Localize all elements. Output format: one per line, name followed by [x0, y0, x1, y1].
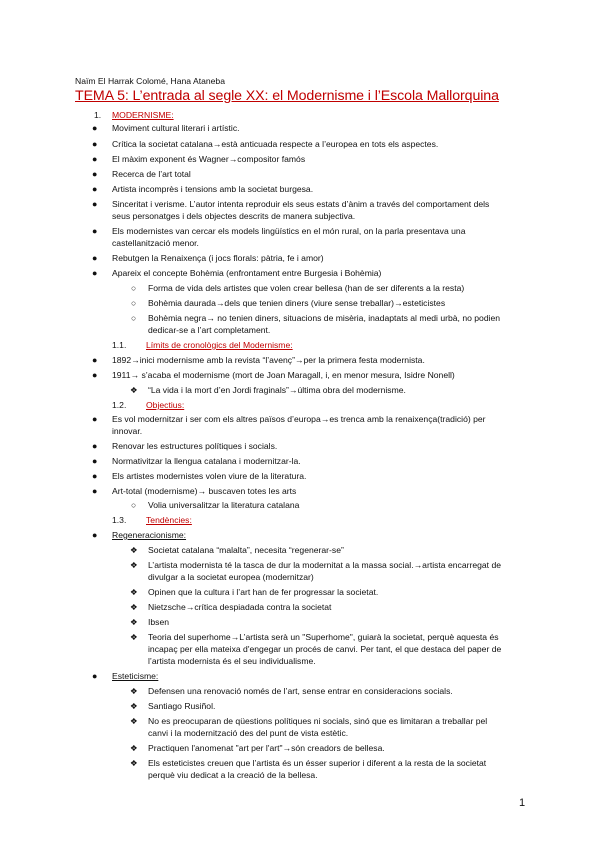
bullet-icon: ●	[92, 486, 98, 496]
sub-list-item: Teoria del superhome→L’artista serà un "Superhome", guiarà la societat, perquè aquesta és	[148, 632, 499, 642]
diamond-bullet-icon: ❖	[130, 617, 138, 627]
list-item: Rebutgen la Renaixença (i jocs florals: pàtria, fe i amor)	[112, 253, 324, 263]
sub-list-item-continued: l’artista modernista és el seu individualisme.	[148, 656, 316, 666]
list-item: Sinceritat i verisme. L’autor intenta reproduir els seus estats d’ànim a través del comportament dels	[112, 199, 490, 209]
sub-list-item: Forma de vida dels artistes que volen crear bellesa (han de ser diferents a la resta)	[148, 283, 465, 293]
diamond-bullet-icon: ❖	[130, 385, 138, 395]
diamond-bullet-icon: ❖	[130, 701, 138, 711]
bullet-icon: ●	[92, 154, 98, 164]
sub-list-item: “La vida i la mort d’en Jordi fraginals”→última obra del modernisme.	[148, 385, 406, 395]
bullet-icon: ●	[92, 169, 98, 179]
diamond-bullet-icon: ❖	[130, 545, 138, 555]
list-item: Normativitzar la llengua catalana i modernitzar-la.	[112, 456, 301, 466]
subsection-heading: Objectius:	[146, 400, 185, 410]
subsection-number: 1.1.	[112, 340, 127, 350]
list-item: Crítica la societat catalana→està anticuada respecte a l’europea en tots els aspectes.	[112, 139, 439, 149]
sub-list-item: Els esteticistes creuen que l’artista és un ésser superior i diferent a la resta de la societat	[148, 758, 487, 768]
diamond-bullet-icon: ❖	[130, 686, 138, 696]
page-number: 1	[519, 797, 526, 809]
bullet-icon: ●	[92, 441, 98, 451]
sub-list-item: Defensen una renovació només de l’art, sense entrar en consideracions socials.	[148, 686, 453, 696]
diamond-bullet-icon: ❖	[130, 758, 138, 768]
sub-list-item: Volia universalitzar la literatura catalana	[148, 500, 300, 510]
list-item: Art-total (modernisme)→ buscaven totes les arts	[112, 486, 297, 496]
circle-bullet-icon: ○	[131, 283, 137, 293]
tendency-label: Esteticisme:	[112, 671, 159, 681]
section-number: 1.	[94, 110, 102, 120]
list-item: Moviment cultural literari i artístic.	[112, 123, 240, 133]
bullet-icon: ●	[92, 268, 98, 278]
diamond-bullet-icon: ❖	[130, 743, 138, 753]
list-item: 1911→ s’acaba el modernisme (mort de Joan Maragall, i, en menor mesura, Isidre Nonell)	[112, 370, 455, 380]
list-item: Renovar les estructures polítiques i socials.	[112, 441, 278, 451]
diamond-bullet-icon: ❖	[130, 587, 138, 597]
sub-list-item: No es preocuparan de qüestions polítiques ni socials, sinó que es limitaran a treballar pel	[148, 716, 488, 726]
bullet-icon: ●	[92, 671, 98, 681]
bullet-icon: ●	[92, 355, 98, 365]
bullet-icon: ●	[92, 226, 98, 236]
bullet-icon: ●	[92, 456, 98, 466]
subsection-number: 1.3.	[112, 515, 127, 525]
sub-list-item-continued: canvi i la modernització des del punt de vista estètic.	[148, 728, 349, 738]
bullet-icon: ●	[92, 139, 98, 149]
authors: Naïm El Harrak Colomé, Hana Ataneba	[75, 76, 225, 86]
sub-list-item: Bohèmia negra→ no tenien diners, situacions de misèria, inadaptats al medi urbà, no podien	[148, 313, 501, 323]
circle-bullet-icon: ○	[131, 500, 137, 510]
sub-list-item: Practiquen l'anomenat "art per l'art"→són creadors de bellesa.	[148, 743, 385, 753]
bullet-icon: ●	[92, 253, 98, 263]
sub-list-item: L’artista modernista té la tasca de dur la modernitat a la massa social.→artista encarregat de	[148, 560, 501, 570]
bullet-icon: ●	[92, 530, 98, 540]
sub-list-item: Opinen que la cultura i l’art han de fer progressar la societat.	[148, 587, 379, 597]
bullet-icon: ●	[92, 123, 98, 133]
page-title: TEMA 5: L’entrada al segle XX: el Modernisme i l’Escola Mallorquina	[75, 88, 499, 104]
list-item: Els modernistes van cercar els models lingüístics en el món rural, on la parla presentava una	[112, 226, 466, 236]
bullet-icon: ●	[92, 414, 98, 424]
circle-bullet-icon: ○	[131, 313, 137, 323]
diamond-bullet-icon: ❖	[130, 632, 138, 642]
subsection-heading: Límits de cronològics del Modernisme:	[146, 340, 293, 350]
tendency-label: Regeneracionisme:	[112, 530, 187, 540]
sub-list-item-continued: incapaç per ella mateixa d'engegar un procés de canvi. Per tant, el que destaca del paper de	[148, 644, 502, 654]
bullet-icon: ●	[92, 199, 98, 209]
list-item-continued: innovar.	[112, 426, 143, 436]
list-item-continued: castellanització menor.	[112, 238, 199, 248]
sub-list-item: Ibsen	[148, 617, 170, 627]
subsection-number: 1.2.	[112, 400, 127, 410]
subsection-heading: Tendències:	[146, 515, 192, 525]
sub-list-item-continued: divulgar a la societat europea (modernitzar)	[148, 572, 314, 582]
bullet-icon: ●	[92, 184, 98, 194]
list-item: 1892→inici modernisme amb la revista “l’avenç”→per la primera festa modernista.	[112, 355, 425, 365]
list-item: El màxim exponent és Wagner→compositor famós	[112, 154, 306, 164]
list-item: Els artistes modernistes volen viure de la literatura.	[112, 471, 307, 481]
list-item: Recerca de l’art total	[112, 169, 191, 179]
list-item: Es vol modernitzar i ser com els altres països d’europa→es trenca amb la renaixença(tradició) per	[112, 414, 486, 424]
list-item: Artista incomprès i tensions amb la societat burgesa.	[112, 184, 314, 194]
bullet-icon: ●	[92, 471, 98, 481]
sub-list-item-continued: perquè viu dedicat a la creació de la bellesa.	[148, 770, 318, 780]
sub-list-item: Nietzsche→crítica despiadada contra la societat	[148, 602, 332, 612]
diamond-bullet-icon: ❖	[130, 560, 138, 570]
list-item-continued: seus personatges i dels objectes descrits de manera subjectiva.	[112, 211, 356, 221]
bullet-icon: ●	[92, 370, 98, 380]
sub-list-item: Societat catalana “malalta”, necesita “regenerar-se”	[148, 545, 344, 555]
sub-list-item: Bohèmia daurada→dels que tenien diners (viure sense treballar)→esteticistes	[148, 298, 446, 308]
section-heading: MODERNISME:	[112, 110, 174, 120]
sub-list-item-continued: dedicar-se a l’art completament.	[148, 325, 271, 335]
sub-list-item: Santiago Rusiñol.	[148, 701, 216, 711]
list-item: Apareix el concepte Bohèmia (enfrontament entre Burgesia i Bohèmia)	[112, 268, 382, 278]
diamond-bullet-icon: ❖	[130, 602, 138, 612]
circle-bullet-icon: ○	[131, 298, 137, 308]
diamond-bullet-icon: ❖	[130, 716, 138, 726]
